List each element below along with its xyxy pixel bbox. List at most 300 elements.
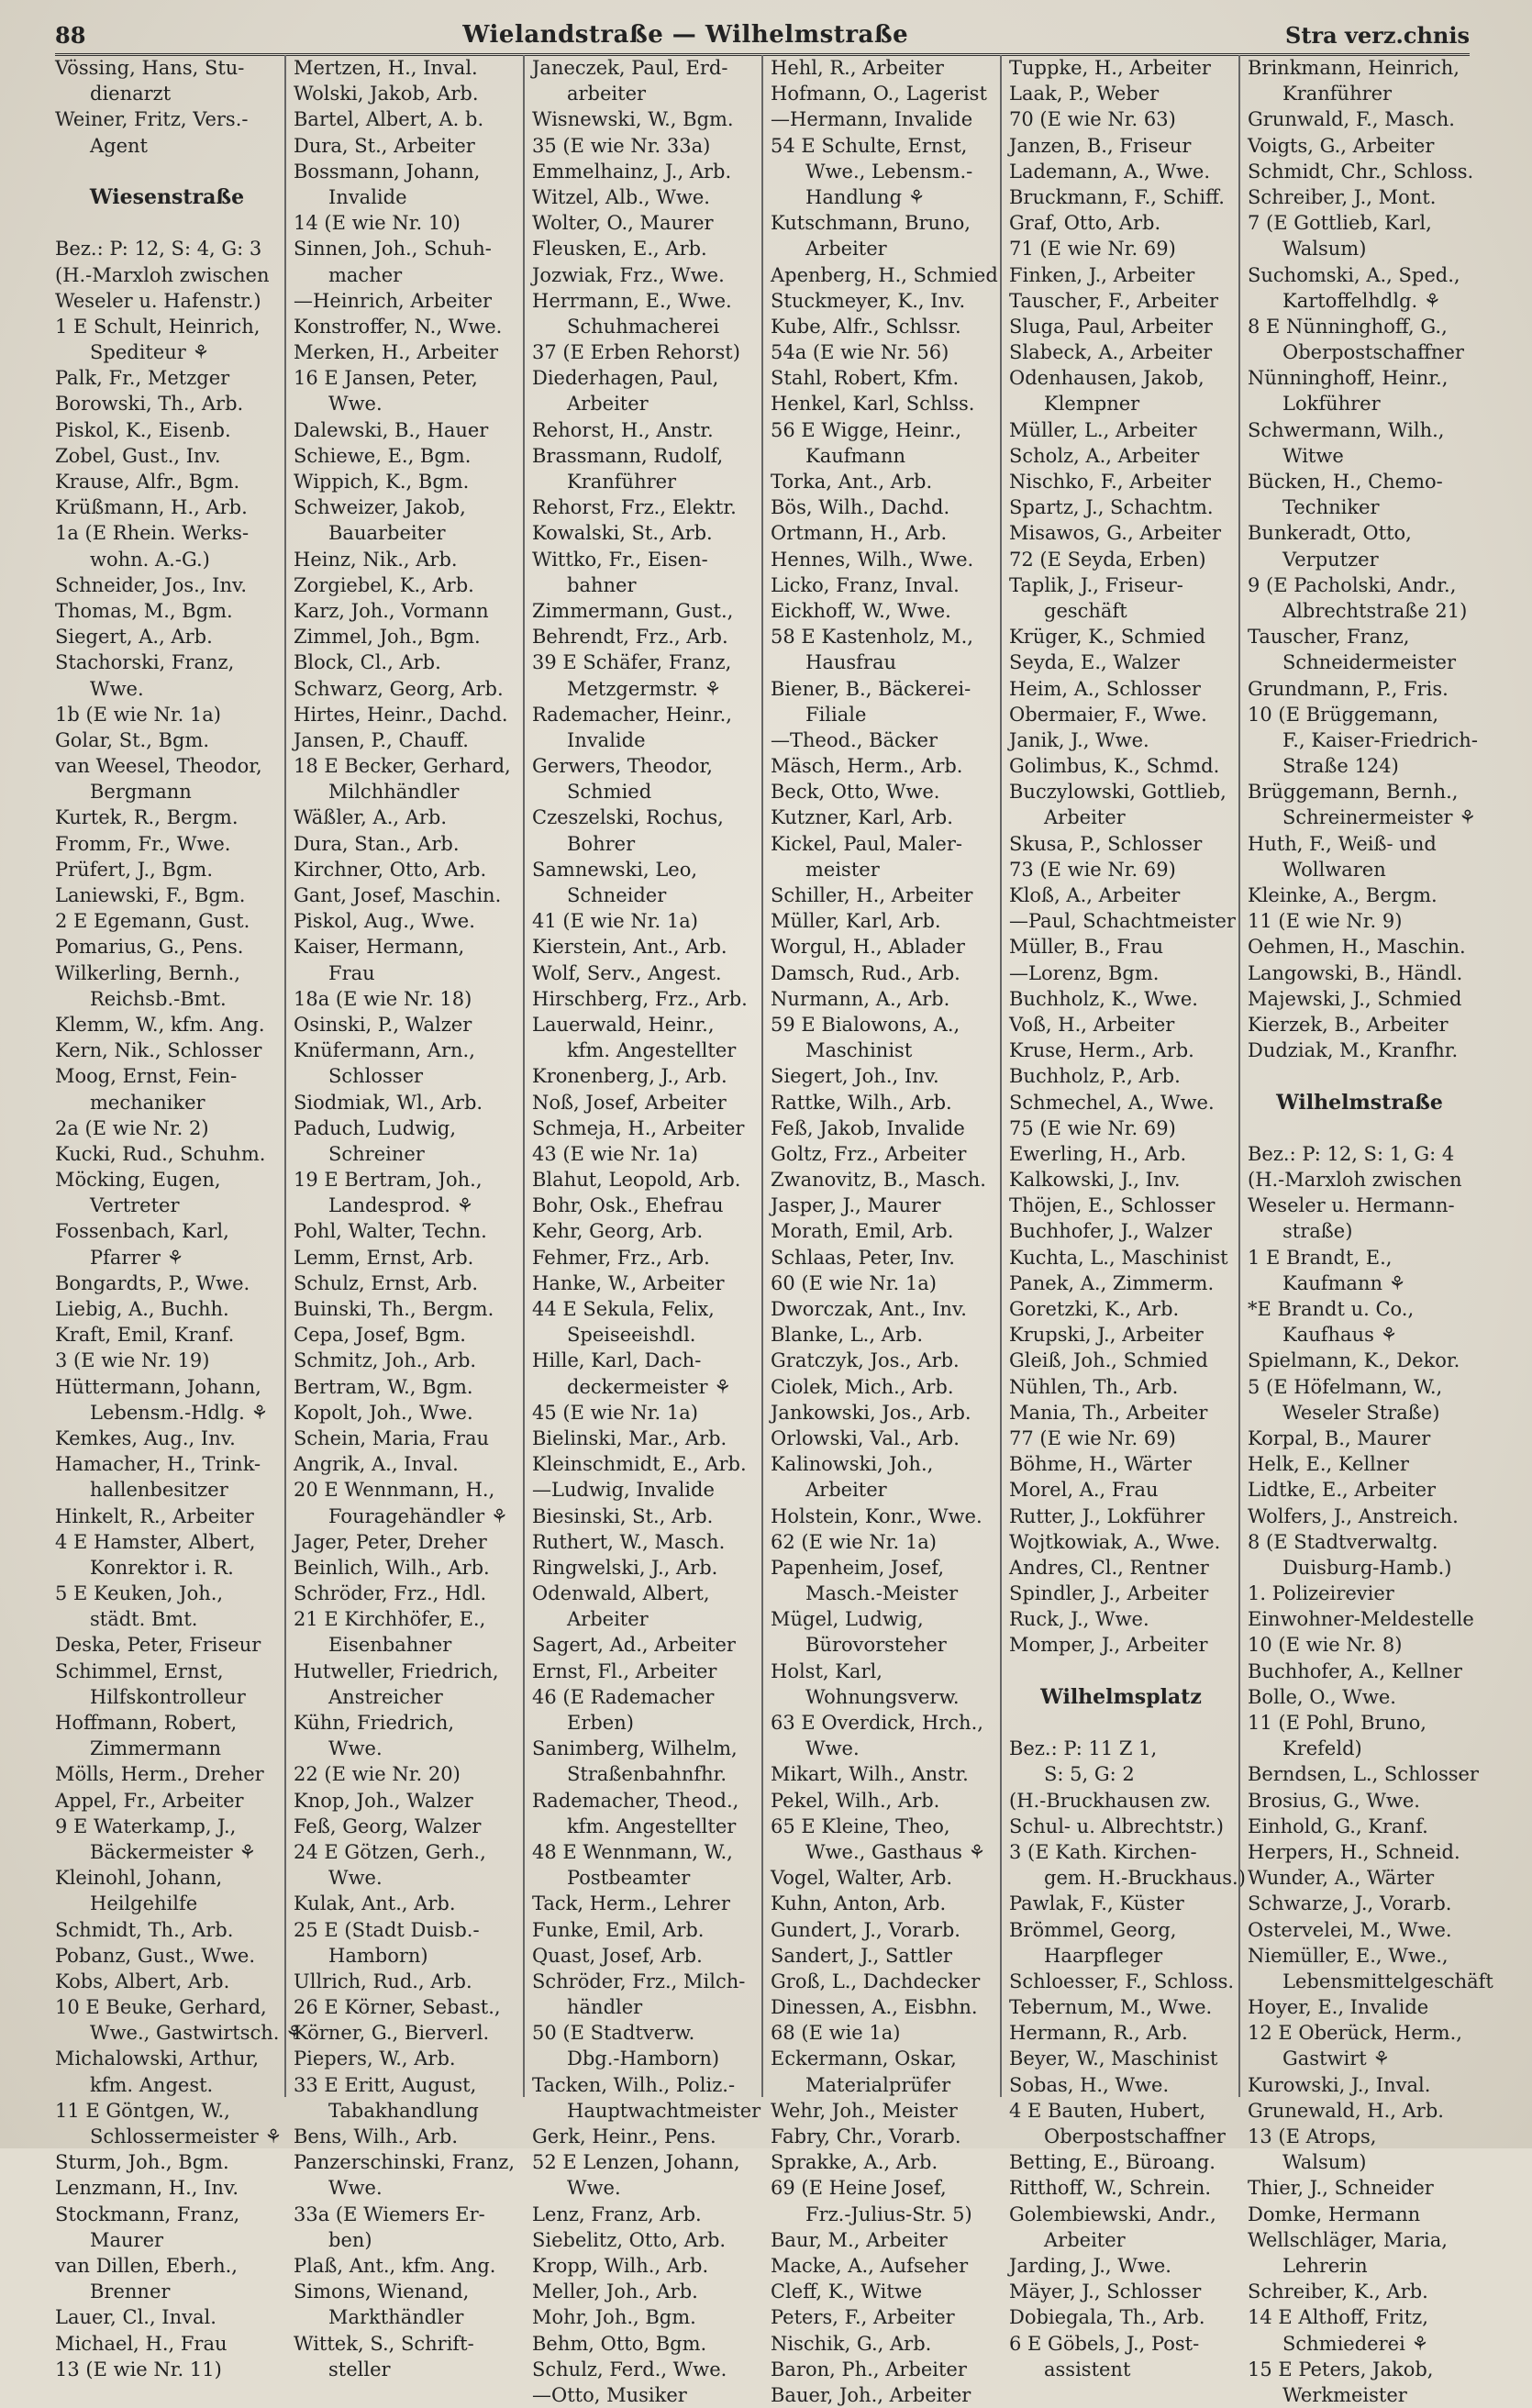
directory-line: deckermeister ⚘: [567, 1375, 732, 1398]
directory-line: Bauarbeiter: [328, 522, 446, 545]
directory-line: Nühlen, Th., Arb.: [1009, 1375, 1179, 1398]
directory-line: Misawos, G., Arbeiter: [1009, 522, 1222, 545]
directory-line: Dobiegala, Th., Arb.: [1009, 2306, 1205, 2329]
directory-line: Mertzen, H., Inval.: [294, 57, 478, 79]
directory-line: Tack, Herm., Lehrer: [532, 1892, 730, 1915]
directory-line: Simons, Wienand,: [294, 2280, 470, 2303]
directory-line: Wwe.: [328, 1737, 383, 1760]
directory-line: Masch.-Meister: [805, 1582, 959, 1605]
directory-line: 59 E Bialowons, A.,: [771, 1013, 960, 1036]
directory-line: Diederhagen, Paul,: [532, 367, 719, 390]
directory-line: Kierzek, B., Arbeiter: [1248, 1013, 1449, 1036]
directory-line: Liebig, A., Buchh.: [55, 1298, 229, 1321]
directory-line: 33a (E Wiemers Er-: [294, 2203, 485, 2225]
directory-line: 44 E Sekula, Felix,: [532, 1298, 715, 1320]
directory-line: Kemkes, Aug., Inv.: [55, 1426, 236, 1449]
directory-line: Spediteur ⚘: [90, 341, 210, 364]
directory-line: Vertreter: [90, 1194, 180, 1217]
directory-line: Materialprüfer: [805, 2073, 951, 2096]
directory-line: Lemm, Ernst, Arb.: [294, 1246, 474, 1269]
directory-line: Noß, Josef, Arbeiter: [532, 1091, 727, 1114]
directory-line: 73 (E wie Nr. 69): [1009, 858, 1176, 881]
directory-line: Herrmann, E., Wwe.: [532, 289, 732, 312]
directory-line: gem. H.-Bruckhaus.): [1044, 1867, 1246, 1890]
directory-line: Hamacher, H., Trink-: [55, 1453, 261, 1476]
directory-line: 56 E Wigge, Heinr.,: [771, 418, 962, 441]
directory-line: 70 (E wie Nr. 63): [1009, 108, 1176, 131]
directory-line: Walsum): [1282, 238, 1367, 261]
directory-line: Stuckmeyer, K., Inv.: [771, 289, 966, 312]
directory-line: Dura, Stan., Arb.: [294, 832, 460, 855]
directory-line: 10 (E Brüggemann,: [1248, 703, 1439, 726]
directory-line: Golimbus, K., Schmd.: [1009, 755, 1220, 778]
directory-line: Bürovorsteher: [805, 1634, 947, 1657]
directory-line: Kleinke, A., Bergm.: [1248, 884, 1438, 906]
directory-line: Arbeiter: [805, 238, 887, 261]
directory-line: Kranführer: [567, 471, 677, 493]
directory-line: Techniker: [1282, 496, 1380, 519]
directory-line: Janik, J., Wwe.: [1009, 728, 1149, 751]
directory-line: Kuchta, L., Maschinist: [1009, 1246, 1228, 1269]
directory-line: Panzerschinski, Franz,: [294, 2151, 516, 2174]
directory-line: Bez.: P: 12, S: 1, G: 4: [1248, 1142, 1455, 1165]
directory-line: Zwanovitz, B., Masch.: [771, 1169, 986, 1192]
directory-line: 26 E Körner, Sebast.,: [294, 1996, 501, 2019]
directory-line: —Lorenz, Bgm.: [1009, 961, 1160, 984]
directory-line: Jozwiak, Frz., Wwe.: [532, 263, 725, 286]
directory-line: Rutter, J., Lokführer: [1009, 1504, 1205, 1527]
directory-line: 5 E Keuken, Joh.,: [55, 1582, 224, 1605]
directory-line: 25 E (Stadt Duisb.-: [294, 1918, 480, 1941]
directory-line: Bongardts, P., Wwe.: [55, 1271, 250, 1294]
directory-line: Schlossermeister ⚘: [90, 2125, 283, 2148]
directory-line: Buchhofer, A., Kellner: [1248, 1659, 1462, 1682]
directory-line: Kropp, Wilh., Arb.: [532, 2254, 709, 2277]
directory-line: Bohrer: [567, 832, 636, 855]
directory-line: Wwe., Gasthaus ⚘: [805, 1840, 986, 1863]
directory-line: Goltz, Frz., Arbeiter: [771, 1142, 967, 1165]
directory-line: Hausfrau: [805, 651, 896, 674]
directory-line: Landesprod. ⚘: [328, 1194, 474, 1217]
directory-line: Schulz, Ernst, Arb.: [294, 1271, 479, 1294]
directory-line: Milchhändler: [328, 781, 460, 804]
directory-line: Baron, Ph., Arbeiter: [771, 2358, 967, 2380]
directory-line: 60 (E wie Nr. 1a): [771, 1271, 937, 1294]
directory-line: Beinlich, Wilh., Arb.: [294, 1556, 490, 1579]
directory-line: Schreinermeister ⚘: [1282, 806, 1477, 829]
directory-line: Lebensm.-Hdlg. ⚘: [90, 1401, 269, 1424]
directory-line: Frz.-Julius-Str. 5): [805, 2203, 972, 2225]
directory-line: 21 E Kirchhöfer, E.,: [294, 1608, 486, 1631]
directory-line: Tebernum, M., Wwe.: [1009, 1996, 1213, 2019]
directory-line: —Hermann, Invalide: [771, 108, 973, 131]
directory-line: 35 (E wie Nr. 33a): [532, 134, 711, 157]
directory-line: Schröder, Frz., Hdl.: [294, 1582, 487, 1605]
column-3: [523, 55, 761, 2406]
directory-line: Lauerwald, Heinr.,: [532, 1013, 715, 1036]
directory-line: Palk, Fr., Metzger: [55, 367, 230, 390]
directory-line: Slabeck, A., Arbeiter: [1009, 341, 1213, 364]
directory-line: Kurtek, R., Bergm.: [55, 806, 239, 829]
directory-line: Kalinowski, Joh.,: [771, 1453, 934, 1476]
directory-line: Orlowski, Val., Arb.: [771, 1426, 960, 1449]
directory-line: Wwe.: [328, 2177, 383, 2200]
directory-line: Heinz, Nik., Arb.: [294, 548, 458, 571]
directory-line: Spielmann, K., Dekor.: [1248, 1349, 1460, 1372]
directory-line: kfm. Angestellter: [567, 1039, 737, 1062]
directory-line: Bauer, Joh., Arbeiter: [771, 2383, 971, 2406]
directory-line: Nischko, F., Arbeiter: [1009, 471, 1211, 493]
directory-line: Klempner: [1044, 393, 1140, 416]
directory-line: Witwe: [1282, 444, 1344, 467]
directory-line: Macke, A., Aufseher: [771, 2254, 969, 2277]
directory-line: Kaufmann: [805, 444, 905, 467]
directory-line: Kaufmann ⚘: [1282, 1271, 1406, 1294]
directory-line: van Weesel, Theodor,: [55, 755, 262, 778]
directory-line: —Paul, Schachtmeister: [1009, 910, 1236, 933]
directory-line: F., Kaiser-Friedrich-: [1282, 728, 1478, 751]
directory-line: Kraft, Emil, Kranf.: [55, 1324, 235, 1347]
directory-line: Straßenbahnfhr.: [567, 1763, 727, 1786]
directory-line: 9 (E Pacholski, Andr.,: [1248, 573, 1457, 596]
directory-line: Behm, Otto, Bgm.: [532, 2332, 707, 2355]
directory-line: Arbeiter: [1044, 2228, 1126, 2251]
directory-line: Moog, Ernst, Fein-: [55, 1065, 238, 1088]
directory-line: Filiale: [805, 703, 867, 726]
directory-line: Schneider: [567, 884, 667, 906]
directory-line: Arbeiter: [805, 1479, 887, 1502]
directory-line: Oberpostschaffner: [1044, 2125, 1226, 2148]
directory-line: Konstroffer, N., Wwe.: [294, 315, 503, 338]
directory-line: macher: [328, 263, 403, 286]
directory-line: 3 (E wie Nr. 19): [55, 1349, 210, 1372]
directory-line: Mohr, Joh., Bgm.: [532, 2306, 696, 2329]
directory-line: 54 E Schulte, Ernst,: [771, 134, 968, 157]
directory-line: Sobas, H., Wwe.: [1009, 2073, 1170, 2096]
directory-line: Borowski, Th., Arb.: [55, 393, 244, 416]
directory-line: Frau: [328, 961, 375, 984]
directory-line: Buchholz, K., Wwe.: [1009, 987, 1198, 1010]
directory-line: Blanke, L., Arb.: [771, 1324, 923, 1347]
directory-line: Kloß, A., Arbeiter: [1009, 884, 1181, 906]
directory-line: Schneidermeister: [1282, 651, 1456, 674]
directory-line: 22 (E wie Nr. 20): [294, 1763, 461, 1786]
directory-line: Kulak, Ant., Arb.: [294, 1892, 456, 1915]
directory-line: 33 E Eritt, August,: [294, 2073, 477, 2096]
directory-line: Speiseeishdl.: [567, 1324, 696, 1347]
street-heading: Wilhelmsplatz: [1040, 1684, 1202, 1709]
directory-line: Schlosser: [328, 1065, 424, 1088]
directory-line: Laak, P., Weber: [1009, 83, 1160, 105]
directory-line: Albrechtstraße 21): [1282, 599, 1468, 622]
column-1: [53, 55, 303, 2380]
directory-line: kfm. Angestellter: [567, 1814, 737, 1837]
directory-line: 8 (E Stadtverwaltg.: [1248, 1530, 1438, 1553]
directory-line: Odenwald, Albert,: [532, 1582, 710, 1605]
directory-line: Vössing, Hans, Stu-: [55, 57, 245, 79]
directory-line: Piskol, Aug., Wwe.: [294, 910, 475, 933]
directory-line: Sandert, J., Sattler: [771, 1944, 952, 1967]
directory-line: 72 (E Seyda, Erben): [1009, 548, 1206, 571]
directory-line: 5 (E Höfelmann, W.,: [1248, 1375, 1443, 1398]
directory-line: Maurer: [90, 2228, 164, 2251]
directory-line: Angrik, A., Inval.: [294, 1453, 459, 1476]
directory-line: bahner: [567, 573, 637, 596]
directory-line: Hoyer, E., Invalide: [1248, 1996, 1429, 2019]
directory-line: Wwe.: [328, 1867, 383, 1890]
directory-line: Morel, A., Frau: [1009, 1479, 1159, 1502]
directory-line: meister: [805, 858, 880, 881]
text-columns: [53, 55, 1493, 2406]
directory-line: Schröder, Frz., Milch-: [532, 1970, 746, 1992]
directory-line: 65 E Kleine, Theo,: [771, 1814, 950, 1837]
directory-line: Lenz, Franz, Arb.: [532, 2203, 702, 2225]
directory-line: Grunwald, F., Masch.: [1248, 108, 1455, 131]
directory-line: Metzgermstr. ⚘: [567, 677, 722, 700]
directory-line: Hanke, W., Arbeiter: [532, 1271, 725, 1294]
directory-line: Schmitz, Joh., Arb.: [294, 1349, 477, 1372]
directory-line: Quast, Josef, Arb.: [532, 1944, 703, 1967]
directory-line: Stachorski, Franz,: [55, 651, 235, 674]
directory-line: Bohr, Osk., Ehefrau: [532, 1194, 724, 1217]
directory-line: 10 E Beuke, Gerhard,: [55, 1996, 267, 2019]
directory-line: Pfarrer ⚘: [90, 1246, 184, 1269]
directory-line: Lehrerin: [1282, 2254, 1368, 2277]
directory-line: Appel, Fr., Arbeiter: [55, 1789, 244, 1812]
directory-line: Grunewald, H., Arb.: [1248, 2099, 1444, 2122]
directory-line: Pekel, Wilh., Arb.: [771, 1789, 940, 1812]
directory-line: Meller, Joh., Arb.: [532, 2280, 698, 2303]
directory-line: Ringwelski, J., Arb.: [532, 1556, 718, 1579]
directory-line: Stockmann, Franz,: [55, 2203, 240, 2225]
directory-line: Fromm, Fr., Wwe.: [55, 832, 231, 855]
directory-line: Schuhmacherei: [567, 315, 720, 338]
directory-line: Rademacher, Theod.,: [532, 1789, 739, 1812]
directory-line: Jankowski, Jos., Arb.: [771, 1401, 971, 1424]
directory-line: 50 (E Stadtverw.: [532, 2022, 695, 2045]
directory-line: 75 (E wie Nr. 69): [1009, 1116, 1176, 1139]
directory-line: Momper, J., Arbeiter: [1009, 1634, 1208, 1657]
directory-line: Fabry, Chr., Vorarb.: [771, 2125, 961, 2147]
column-6: [1238, 55, 1493, 2406]
directory-line: Pohl, Walter, Techn.: [294, 1220, 487, 1243]
directory-line: Jasper, J., Maurer: [771, 1194, 941, 1217]
directory-line: 1b (E wie Nr. 1a): [55, 703, 222, 726]
directory-line: Schiewe, E., Bgm.: [294, 444, 472, 467]
directory-line: Hermann, R., Arb.: [1009, 2022, 1188, 2045]
directory-line: Gerwers, Theodor,: [532, 755, 713, 778]
directory-line: —Otto, Musiker: [532, 2383, 687, 2406]
directory-line: Blahut, Leopold, Arb.: [532, 1169, 741, 1192]
directory-line: 68 (E wie 1a): [771, 2022, 901, 2045]
directory-line: Fouragehändler ⚘: [328, 1504, 508, 1527]
directory-line: Gratczyk, Jos., Arb.: [771, 1349, 960, 1372]
directory-line: Rehorst, Frz., Elektr.: [532, 496, 737, 519]
directory-line: 14 E Althoff, Fritz,: [1248, 2306, 1428, 2329]
directory-line: Janeczek, Paul, Erd-: [532, 57, 728, 79]
directory-line: Prüfert, J., Bgm.: [55, 858, 213, 881]
section-label: Stra verz.chnis: [1285, 21, 1470, 49]
directory-line: 15 E Peters, Jakob,: [1248, 2358, 1434, 2380]
directory-line: Einwohner-Meldestelle: [1248, 1608, 1474, 1631]
directory-line: Holst, Karl,: [771, 1659, 883, 1682]
directory-line: Dinessen, A., Eisbhn.: [771, 1996, 978, 2019]
directory-line: 4 E Bauten, Hubert,: [1009, 2099, 1206, 2122]
directory-line: Bruckmann, F., Schiff.: [1009, 185, 1225, 208]
directory-line: Weseler Straße): [1282, 1401, 1440, 1424]
directory-line: Kowalski, St., Arb.: [532, 522, 713, 545]
directory-line: Herpers, H., Schneid.: [1248, 1840, 1460, 1863]
directory-line: Werkmeister: [1282, 2383, 1407, 2406]
directory-line: wohn. A.-G.): [90, 548, 210, 571]
directory-line: Schlaas, Peter, Inv.: [771, 1246, 955, 1269]
directory-line: —Heinrich, Arbeiter: [294, 289, 493, 312]
directory-line: Schloesser, F., Schloss.: [1009, 1970, 1235, 1992]
directory-line: Wwe.: [805, 1737, 860, 1760]
directory-line: Dworczak, Ant., Inv.: [771, 1298, 967, 1320]
directory-line: kfm. Angest.: [90, 2073, 214, 2096]
directory-line: Papenheim, Josef,: [771, 1556, 944, 1579]
directory-line: Hirtes, Heinr., Dachd.: [294, 703, 508, 726]
directory-line: Taplik, J., Friseur-: [1009, 573, 1183, 596]
directory-line: Schneider, Jos., Inv.: [55, 573, 248, 596]
directory-line: Zorgiebel, K., Arb.: [294, 573, 474, 596]
street-heading: Wilhelmstraße: [1276, 1090, 1443, 1115]
directory-line: Siegert, A., Arb.: [55, 626, 213, 649]
directory-line: Tuppke, H., Arbeiter: [1009, 57, 1211, 79]
directory-line: Hutweller, Friedrich,: [294, 1659, 499, 1682]
directory-line: Schein, Maria, Frau: [294, 1426, 489, 1449]
directory-line: Lokführer: [1282, 393, 1381, 416]
directory-line: 71 (E wie Nr. 69): [1009, 238, 1176, 261]
directory-line: Brenner: [90, 2280, 171, 2303]
directory-line: Pomarius, G., Pens.: [55, 936, 244, 959]
directory-line: Wolf, Serv., Angest.: [532, 961, 722, 984]
directory-line: Schmied: [567, 781, 652, 804]
directory-line: Apenberg, H., Schmied: [771, 263, 998, 286]
directory-line: Wwe.: [328, 393, 383, 416]
directory-line: 45 (E wie Nr. 1a): [532, 1401, 698, 1424]
directory-line: Morath, Emil, Arb.: [771, 1220, 954, 1243]
directory-line: Hirschberg, Frz., Arb.: [532, 987, 748, 1010]
directory-line: Osinski, P., Walzer: [294, 1013, 472, 1036]
directory-line: Körner, G., Bierverl.: [294, 2022, 490, 2045]
directory-line: 8 E Nünninghoff, G.,: [1248, 315, 1448, 338]
directory-line: Jansen, P., Chauff.: [294, 728, 469, 751]
directory-line: Heim, A., Schlosser: [1009, 677, 1201, 700]
directory-line: Hille, Karl, Dach-: [532, 1349, 702, 1372]
directory-line: Nünninghoff, Heinr.,: [1248, 367, 1449, 390]
directory-line: 46 (E Rademacher: [532, 1685, 715, 1708]
directory-line: Rattke, Wilh., Arb.: [771, 1091, 952, 1114]
directory-line: Thöjen, E., Schlosser: [1009, 1194, 1216, 1217]
directory-line: Korpal, B., Maurer: [1248, 1426, 1431, 1449]
directory-line: Haarpfleger: [1044, 1944, 1163, 1967]
directory-line: Spartz, J., Schachtm.: [1009, 496, 1214, 519]
directory-line: Wilkerling, Bernh.,: [55, 961, 240, 984]
directory-line: Siegert, Joh., Inv.: [771, 1065, 939, 1088]
directory-line: 14 (E wie Nr. 10): [294, 212, 461, 235]
directory-line: Hennes, Wilh., Wwe.: [771, 548, 974, 571]
directory-line: Kutschmann, Bruno,: [771, 212, 971, 235]
directory-line: Kuhn, Anton, Arb.: [771, 1892, 947, 1915]
directory-line: Ciolek, Mich., Arb.: [771, 1375, 954, 1398]
directory-line: Samnewski, Leo,: [532, 858, 698, 881]
directory-line: 2 E Egemann, Gust.: [55, 910, 250, 933]
directory-line: Gastwirt ⚘: [1282, 2047, 1391, 2070]
directory-line: Schimmel, Ernst,: [55, 1659, 224, 1682]
directory-line: Lebensmittelgeschäft: [1282, 1970, 1493, 1992]
directory-line: Hoffmann, Robert,: [55, 1712, 238, 1735]
directory-line: Fleusken, E., Arb.: [532, 238, 707, 261]
directory-line: Schmidt, Th., Arb.: [55, 1918, 234, 1941]
directory-line: 11 (E wie Nr. 9): [1248, 910, 1403, 933]
directory-line: Wisnewski, W., Bgm.: [532, 108, 734, 131]
directory-line: 24 E Götzen, Gerh.,: [294, 1840, 486, 1863]
directory-line: Schwarz, Georg, Arb.: [294, 677, 504, 700]
directory-line: Sinnen, Joh., Schuh-: [294, 238, 492, 261]
directory-line: Helk, E., Kellner: [1248, 1453, 1409, 1476]
directory-line: Müller, Karl, Arb.: [771, 910, 941, 933]
directory-line: Schreiner: [328, 1142, 425, 1165]
directory-line: Wohnungsverw.: [805, 1685, 960, 1708]
directory-line: Bossmann, Johann,: [294, 160, 481, 183]
directory-line: Krupski, J., Arbeiter: [1009, 1324, 1204, 1347]
directory-line: Verputzer: [1282, 548, 1379, 571]
directory-line: Wwe., Gastwirtsch. ⚘: [90, 2022, 303, 2045]
directory-line: Thomas, M., Bgm.: [55, 599, 233, 622]
directory-line: 43 (E wie Nr. 1a): [532, 1142, 698, 1165]
directory-line: 11 (E Pohl, Bruno,: [1248, 1712, 1427, 1735]
directory-line: Panek, A., Zimmerm.: [1009, 1271, 1215, 1294]
directory-line: Zimmel, Joh., Bgm.: [294, 626, 481, 649]
directory-line: Erben): [567, 1712, 634, 1734]
directory-line: Lademann, A., Wwe.: [1009, 160, 1211, 183]
directory-line: Cepa, Josef, Bgm.: [294, 1324, 466, 1347]
directory-line: hallenbesitzer: [90, 1479, 228, 1502]
directory-line: Mania, Th., Arbeiter: [1009, 1401, 1208, 1424]
directory-line: Bielinski, Mar., Arb.: [532, 1426, 727, 1449]
directory-line: Merken, H., Arbeiter: [294, 341, 499, 364]
directory-line: (H.-Bruckhausen zw.: [1009, 1789, 1211, 1812]
directory-line: Kehr, Georg, Arb.: [532, 1220, 704, 1243]
directory-line: Markthändler: [328, 2306, 464, 2329]
directory-line: mechaniker: [90, 1091, 205, 1114]
directory-line: Henkel, Karl, Schlss.: [771, 393, 975, 416]
directory-line: Betting, E., Büroang.: [1009, 2151, 1216, 2174]
directory-line: Weseler u. Hafenstr.): [55, 289, 261, 312]
directory-line: Bartel, Albert, A. b.: [294, 108, 484, 131]
directory-line: Vogel, Walter, Arb.: [771, 1867, 953, 1890]
directory-line: Kleinohl, Johann,: [55, 1867, 223, 1890]
directory-line: 48 E Wennmann, W.,: [532, 1840, 733, 1863]
directory-line: Walsum): [1282, 2151, 1367, 2174]
directory-line: Golar, St., Bgm.: [55, 728, 210, 751]
directory-line: straße): [1282, 1220, 1353, 1243]
directory-line: Lauer, Cl., Inval.: [55, 2306, 216, 2329]
directory-line: Schmiederei ⚘: [1282, 2332, 1429, 2355]
directory-line: Golembiewski, Andr.,: [1009, 2203, 1216, 2225]
directory-line: Majewski, J., Schmied: [1248, 987, 1462, 1010]
directory-line: Goretzki, K., Arb.: [1009, 1298, 1180, 1320]
directory-line: Piepers, W., Arb.: [294, 2047, 456, 2070]
directory-line: Karz, Joh., Vormann: [294, 599, 489, 622]
directory-line: Wippich, K., Bgm.: [294, 471, 470, 493]
directory-line: 1. Polizeirevier: [1248, 1582, 1394, 1605]
directory-line: Buchhofer, J., Walzer: [1009, 1220, 1213, 1243]
directory-line: Schiller, H., Arbeiter: [771, 884, 973, 906]
directory-line: Kartoffelhdlg. ⚘: [1282, 289, 1441, 312]
